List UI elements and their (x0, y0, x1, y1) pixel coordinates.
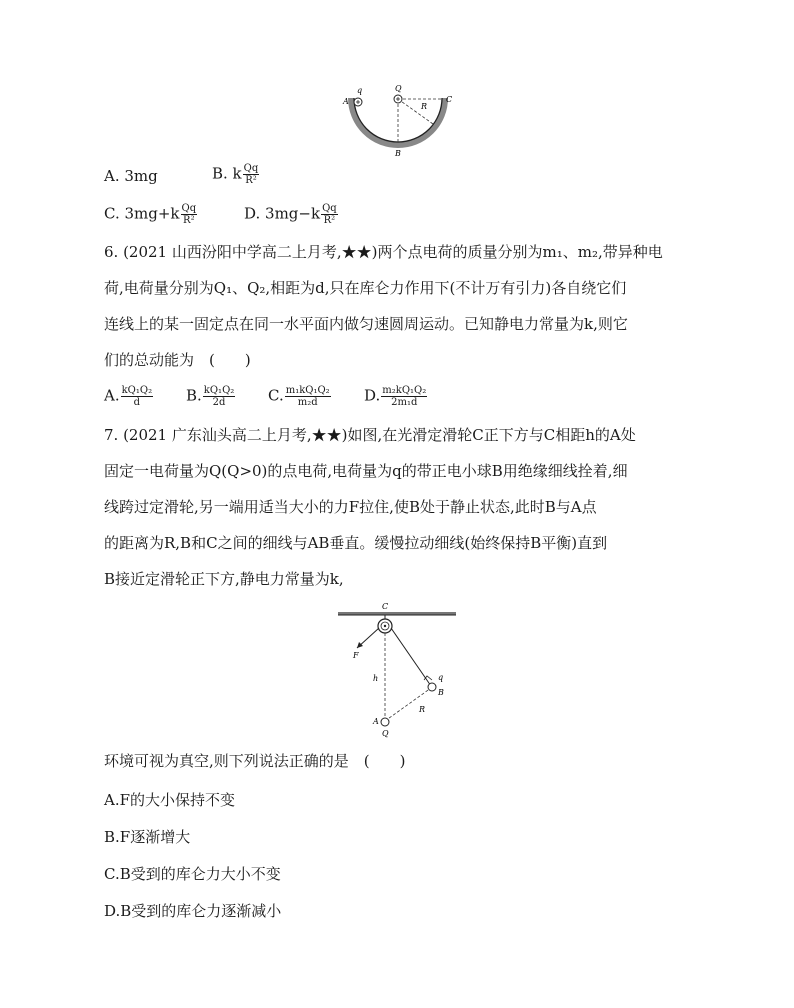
frac-den: m₂d (297, 397, 318, 408)
frac-den: R² (183, 215, 195, 226)
frac-den: d (133, 397, 141, 408)
label-B: B (438, 688, 444, 697)
label-R: R (421, 102, 428, 111)
q7-line-3: 线跨过定滑轮,另一端用适当大小的力F拉住,使B处于静止状态,此时B与A点 (104, 498, 597, 516)
q7-line-6: 环境可视为真空,则下列说法正确的是 ( ) (104, 752, 406, 770)
frac-num: kQ₁Q₂ (121, 385, 153, 396)
q6-option-a[interactable] (104, 385, 154, 408)
q5-option-b-frac (243, 163, 260, 186)
q7-line-4: 的距离为R,B和C之间的细线与AB垂直。缓慢拉动细线(始终保持B平衡)直到 (104, 534, 608, 552)
q6-option-b[interactable] (186, 385, 236, 408)
q7-line-2: 固定一电荷量为Q(Q>0)的点电荷,电荷量为q的带正电小球B用绝缘细线拴着,细 (104, 462, 628, 480)
charge-A (381, 718, 389, 726)
q5-option-d-prefix: D. 3mg−k (244, 204, 321, 223)
frac-num: Qq (181, 203, 197, 214)
q7-option-c[interactable]: C.B受到的库仑力大小不变 (104, 865, 281, 883)
frac-num: Qq (243, 163, 259, 174)
label-C: C (446, 95, 453, 104)
q5-option-c[interactable] (104, 203, 198, 226)
q7-option-a[interactable]: A.F的大小保持不变 (104, 791, 236, 809)
label-q: q (357, 86, 363, 95)
frac-den: 2d (212, 397, 226, 408)
q6-option-b-frac (203, 385, 235, 408)
q7-line-1: 7. (2021 广东汕头高二上月考,★★)如图,在光滑定滑轮C正下方与C相距h的A处 (104, 426, 636, 444)
frac-num: kQ₁Q₂ (203, 385, 235, 396)
label-R: R (419, 705, 426, 714)
label-A: A (343, 97, 349, 106)
q5-option-c-frac (181, 203, 198, 226)
label-C: C (382, 602, 389, 611)
q5-option-a[interactable]: A. 3mg (104, 167, 158, 185)
q6-option-c-frac (285, 385, 331, 408)
q6-line-3: 连线上的某一固定点在同一水平面内做匀速圆周运动。已知静电力常量为k,则它 (104, 315, 628, 333)
label-Q: Q (382, 729, 389, 738)
label-B: B (395, 149, 401, 158)
ball-B (428, 683, 436, 691)
q6-option-d-label: D. (364, 386, 381, 405)
frac-den: R² (245, 175, 257, 186)
q6-option-d-frac (381, 385, 427, 408)
label-q: q (438, 673, 444, 682)
q6-option-a-frac (121, 385, 153, 408)
q7-option-b[interactable]: B.F逐渐增大 (104, 828, 191, 846)
figure-semicircle-track (335, 84, 465, 160)
q6-option-c-label: C. (268, 386, 284, 405)
frac-den: R² (323, 215, 336, 226)
frac-den: 2m₁d (391, 397, 418, 408)
q6-line-4: 们的总动能为 ( ) (104, 351, 251, 369)
q6-option-b-label: B. (186, 386, 202, 405)
label-A: A (373, 717, 379, 726)
label-F: F (353, 651, 359, 660)
q6-option-d[interactable] (364, 385, 428, 408)
q6-option-a-label: A. (104, 386, 120, 405)
q6-option-c[interactable] (268, 385, 332, 408)
frac-num: Qq (322, 203, 337, 214)
q7-option-d[interactable]: D.B受到的库仑力逐渐减小 (104, 902, 282, 920)
frac-num: m₁kQ₁Q₂ (285, 385, 330, 396)
label-h: h (373, 674, 379, 683)
q6-line-2: 荷,电荷量分别为Q₁、Q₂,相距为d,只在库仑力作用下(不计万有引力)各自绕它们 (104, 279, 627, 297)
frac-num: m₂kQ₁Q₂ (382, 385, 427, 396)
q7-line-5: B接近定滑轮正下方,静电力常量为k, (104, 570, 344, 588)
q5-option-c-prefix: C. 3mg+k (104, 204, 180, 223)
q6-line-1: 6. (2021 山西汾阳中学高二上月考,★★)两个点电荷的质量分别为m₁、m₂,带异种电 (104, 243, 663, 261)
q5-option-b[interactable] (212, 163, 260, 186)
q5-option-b-prefix: B. k (212, 164, 242, 183)
q5-option-d-frac (321, 203, 338, 226)
q5-option-d[interactable] (244, 203, 339, 226)
figure-pulley (335, 600, 465, 744)
label-Q: Q (395, 84, 402, 93)
